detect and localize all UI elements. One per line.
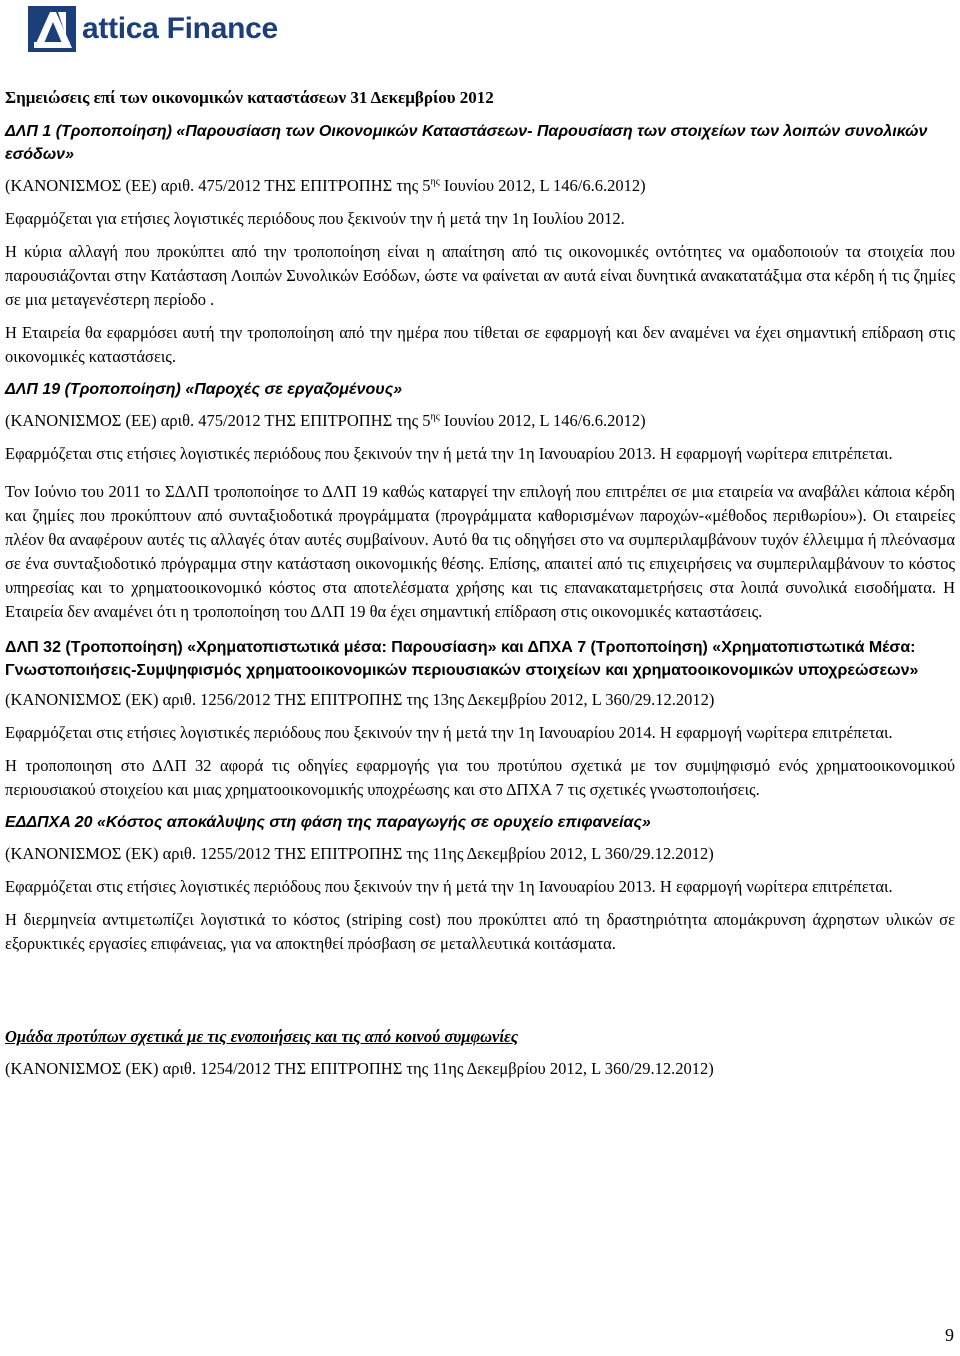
- ias1-paragraph-2: Η Εταιρεία θα εφαρμόσει αυτή την τροποποίηση από την ημέρα που τίθεται σε εφαρμογή και δεν αναμένει να έχει σημαντική επίδραση στις οικονομικές καταστάσεις.: [5, 323, 955, 366]
- ias1-regulation-ref: (ΚΑΝΟΝΙΣΜΟΣ (ΕΕ) αριθ. 475/2012 ΤΗΣ ΕΠΙΤΡΟΠΗΣ της $5^{\eta\varsigma}$ Ιουνίου 2012, L 146/6.6.2012): [5, 176, 646, 195]
- ias1-paragraph-1: Η κύρια αλλαγή που προκύπτει από την τροποποίηση είναι η απαίτηση από τις οικονομικές οντότητες να ομαδοποιούν τα στοιχεία που παρουσιάζονται στην Κατάσταση Λοιπών Συνολικών Εσόδων, ώστε να φαίνεται αν αυτά είναι δυνητικά ανακατατάξιμα στα κέρδη ή τις ζημίες σε μια μεταγενέστερη περίοδο .: [5, 242, 955, 309]
- ias19-regulation-ref: (ΚΑΝΟΝΙΣΜΟΣ (ΕΕ) αριθ. 475/2012 ΤΗΣ ΕΠΙΤΡΟΠΗΣ της $5^{\eta\varsigma}$ Ιουνίου 2012, L 146/6.6.2012): [5, 411, 646, 430]
- group-heading: Ομάδα προτύπων σχετικά με τις ενοποιήσεις και τις από κοινού συμφωνίες: [5, 1027, 519, 1046]
- ias19-applies: Εφαρμόζεται στις ετήσιες λογιστικές περιόδους που ξεκινούν την ή μετά την 1η Ιανουαρίου 2013. Η εφαρμογή νωρίτερα επιτρέπεται.: [5, 444, 893, 463]
- attica-logo-icon: [28, 6, 76, 52]
- ifric20-applies: Εφαρμόζεται στις ετήσιες λογιστικές περιόδους που ξεκινούν την ή μετά την 1η Ιανουαρίου 2013. Η εφαρμογή νωρίτερα επιτρέπεται.: [5, 877, 893, 896]
- ias19-paragraph-1: Τον Ιούνιο του 2011 το ΣΔΛΠ τροποποίησε το ΔΛΠ 19 καθώς καταργεί την επιλογή που επιτρέπει σε μια εταιρεία να αναβάλει κάποια κέρδη και ζημίες που προκύπτουν από συνταξιοδοτικά προγράμματα (προγράμματα καθορισμένων παροχών-«μέθοδος περιθωρίου»). Οι εταιρείες πλέον θα αναφέρουν αυτές τις αλλαγές όταν αυτές συμβαίνουν. Αυτό θα τις οδηγήσει στο να συμπεριλαμβάνουν τυχόν έλλειμμα ή πλεόνασμα σε ένα συνταξιοδοτικό πρόγραμμα στην κατάσταση οικονομικής θέσης. Επίσης, απαιτεί από τις επιχειρήσεις να συμπεριλαμβάνουν το κόστος υπηρεσίας και το χρηματοοικονομικό κόστος στα αποτελέσματα χρήσης και τις επανακαταμετρήσεις στα λοιπά συνολικά εισοδήματα. Η Εταιρεία δεν αναμένει ότι η τροποποίηση του ΔΛΠ 19 θα έχει σημαντική επίδραση στις οικονομικές καταστάσεις.: [5, 482, 955, 621]
- document-body: [5, 78, 955, 1090]
- ias32-paragraph-1: Η τροποποιηση στο ΔΛΠ 32 αφορά τις οδηγίες εφαρμογής για του προτύπου σχετικά με τον συμψηφισμό ενός χρηματοοικονομικού περιουσιακού στοιχείου και μιας χρηματοοικονομικής υποχρέωσης και στο ΔΠΧΑ 7 τις σχετικές γνωστοποιήσεις.: [5, 756, 955, 799]
- ias1-applies: Εφαρμόζεται για ετήσιες λογιστικές περιόδους που ξεκινούν την ή μετά την 1η Ιουλίου 2012.: [5, 209, 625, 228]
- ias1-heading: ΔΛΠ 1 (Τροποποίηση) «Παρουσίαση των Οικονομικών Καταστάσεων- Παρουσίαση των στοιχείων των λοιπών συνολικών εσόδων»: [5, 123, 928, 163]
- ias32-applies: Εφαρμόζεται στις ετήσιες λογιστικές περιόδους που ξεκινούν την ή μετά την 1η Ιανουαρίου 2014. Η εφαρμογή νωρίτερα επιτρέπεται.: [5, 723, 893, 742]
- brand-name: attica Finance: [82, 12, 278, 45]
- ifric20-heading: ΕΔΔΠΧΑ 20 «Κόστος αποκάλυψης στη φάση της παραγωγής σε ορυχείο επιφανείας»: [5, 814, 651, 831]
- ias32-regulation-ref: (ΚΑΝΟΝΙΣΜΟΣ (ΕΚ) αριθ. 1256/2012 ΤΗΣ ΕΠΙΤΡΟΠΗΣ της 13ης Δεκεμβρίου 2012, L 360/29.12.2012): [5, 690, 715, 709]
- document-title: Σημειώσεις επί των οικονομικών καταστάσεων 31 Δεκεμβρίου 2012: [5, 88, 494, 107]
- brand-logo: [28, 4, 278, 54]
- ias32-heading: ΔΛΠ 32 (Τροποποίηση) «Χρηματοπιστωτικά μέσα: Παρουσίαση» και ΔΠΧΑ 7 (Τροποποίηση) «Χρηματοπιστωτικά Μέσα: Γνωστοποιήσεις-Συμψηφισμός χρηματοοικονομικών περιουσιακών στοιχείων και χρηματοοικονομικών υποχρεώσεων»: [5, 639, 919, 679]
- group-regulation-ref: (ΚΑΝΟΝΙΣΜΟΣ (ΕΚ) αριθ. 1254/2012 ΤΗΣ ΕΠΙΤΡΟΠΗΣ της 11ης Δεκεμβρίου 2012, L 360/29.12.2012): [5, 1059, 714, 1078]
- ifric20-regulation-ref: (ΚΑΝΟΝΙΣΜΟΣ (ΕΚ) αριθ. 1255/2012 ΤΗΣ ΕΠΙΤΡΟΠΗΣ της 11ης Δεκεμβρίου 2012, L 360/29.12.2012): [5, 844, 714, 863]
- ifric20-paragraph-1: Η διερμηνεία αντιμετωπίζει λογιστικά το κόστος (striping cost) που προκύπτει από τη δραστηριότητα απομάκρυνση άχρηστων υλικών σε εξορυκτικές εργασίες επιφάνειας, για να αποκτηθεί πρόσβαση σε μεταλλευτικά κοιτάσματα.: [5, 910, 955, 953]
- ias19-heading: ΔΛΠ 19 (Τροποποίηση) «Παροχές σε εργαζομένους»: [5, 381, 403, 398]
- page-number: 9: [945, 1325, 954, 1345]
- section-spacer: [5, 965, 955, 1025]
